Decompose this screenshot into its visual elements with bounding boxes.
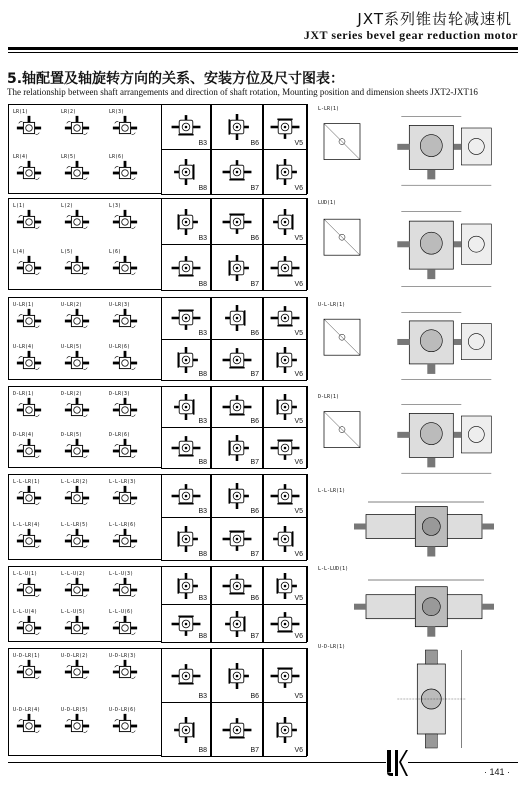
- mounting-icon: [220, 114, 254, 140]
- shaft-arrangement-diagram: [61, 154, 105, 186]
- arrangement-label: U-D-LR(3): [109, 653, 137, 659]
- gearbox-icon: [15, 114, 43, 142]
- header-rule-thin: [8, 52, 518, 53]
- mounting-position-label: B6: [250, 693, 259, 700]
- shaft-arrangement-diagram: [61, 571, 105, 603]
- shaft-arrangement-diagram: [61, 432, 105, 464]
- gearbox-icon: [111, 712, 139, 740]
- mounting-position-label: B6: [250, 235, 259, 242]
- mounting-icon: [220, 611, 254, 637]
- mounting-icon: [169, 483, 203, 509]
- mounting-position-label: B8: [198, 459, 207, 466]
- arrangement-label: L-L-U(2): [61, 571, 86, 577]
- arrangement-label: L-L-U(4): [13, 609, 38, 615]
- gearbox-icon: [111, 396, 139, 424]
- shaft-arrangement-diagram: [109, 344, 153, 376]
- mounting-position-cell: [161, 702, 211, 757]
- gearbox-icon: [15, 576, 43, 604]
- mounting-position-cell: [263, 386, 307, 428]
- drawing-label: L-L-LUD(1): [318, 566, 349, 572]
- arrangement-label: L-L-LR(2): [61, 479, 89, 485]
- gearbox-icon: [15, 614, 43, 642]
- arrangement-group: [8, 104, 308, 194]
- drawing-label: L-LR(1): [318, 106, 340, 112]
- mounting-position-label: B3: [198, 595, 207, 602]
- mounting-icon: [220, 159, 254, 185]
- arrangement-label: LR(1): [13, 109, 29, 115]
- shaft-arrangement-diagram: [13, 653, 57, 685]
- drawing-label: L-L-LR(1): [318, 488, 346, 494]
- gearbox-icon: [63, 527, 91, 555]
- mounting-position-cell: [263, 648, 307, 703]
- gearbox-icon: [111, 254, 139, 282]
- arrangement-label: U-LR(4): [13, 343, 35, 350]
- shaft-arrangement-diagram: [13, 203, 57, 235]
- mounting-icon: [268, 347, 302, 373]
- mounting-position-cell: [263, 104, 307, 150]
- shaft-arrangement-diagram: [13, 344, 57, 376]
- mounting-position-cell: [211, 244, 263, 291]
- mounting-icon: [268, 435, 302, 461]
- gearbox-icon: [15, 254, 43, 282]
- technical-drawing: [318, 644, 524, 754]
- mounting-position-cell: [263, 149, 307, 195]
- shaft-arrangement-diagram: [13, 302, 57, 334]
- shaft-arrangement-diagram: [109, 707, 153, 739]
- arrangement-label: L-L-U(5): [61, 609, 86, 615]
- arrangement-label: L(4): [13, 249, 26, 255]
- shaft-arrangement-diagram: [109, 653, 153, 685]
- mounting-position-label: B3: [198, 235, 207, 242]
- arrangement-label: D-LR(3): [109, 391, 131, 397]
- shaft-arrangement-diagram: [109, 302, 153, 334]
- gearbox-icon: [15, 712, 43, 740]
- mounting-position-cell: [263, 427, 307, 469]
- mounting-position-cell: [263, 198, 307, 245]
- gearbox-icon: [15, 159, 43, 187]
- gearbox-icon: [111, 437, 139, 465]
- mounting-position-cell: [211, 474, 263, 518]
- technical-drawing: [318, 106, 524, 194]
- arrangement-label: L(5): [61, 249, 74, 255]
- mounting-position-label: V5: [294, 140, 303, 147]
- gearbox-icon: [111, 576, 139, 604]
- gearbox-icon: [15, 396, 43, 424]
- gearbox-icon: [111, 614, 139, 642]
- arrangement-label: U-LR(2): [61, 302, 83, 308]
- arrangement-label: L(6): [109, 249, 122, 255]
- dimension-drawing: [318, 394, 524, 482]
- shaft-arrangement-diagram: [61, 203, 105, 235]
- mounting-icon: [268, 159, 302, 185]
- shaft-arrangement-diagram: [13, 479, 57, 511]
- shaft-arrangement-diagram: [109, 154, 153, 186]
- shaft-arrangement-diagram: [109, 109, 153, 141]
- shaft-arrangement-diagram: [61, 344, 105, 376]
- mounting-position-cell: [161, 604, 211, 643]
- mounting-icon: [169, 663, 203, 689]
- mounting-icon: [220, 717, 254, 743]
- mounting-icon: [169, 255, 203, 281]
- mounting-position-cell: [263, 604, 307, 643]
- arrangement-label: L-L-U(3): [109, 571, 134, 577]
- mounting-icon: [169, 114, 203, 140]
- gearbox-icon: [111, 484, 139, 512]
- page-number: · 141 ·: [483, 767, 510, 777]
- mounting-icon: [169, 209, 203, 235]
- mounting-position-label: B7: [250, 633, 259, 640]
- mounting-position-cell: [211, 386, 263, 428]
- mounting-icon: [220, 573, 254, 599]
- drawing-label: D-LR(1): [318, 394, 340, 400]
- shaft-arrangement-diagram: [61, 391, 105, 423]
- shaft-arrangement-diagram: [61, 109, 105, 141]
- mounting-position-label: B3: [198, 693, 207, 700]
- mounting-position-cell: [161, 427, 211, 469]
- mounting-icon: [169, 717, 203, 743]
- mounting-icon: [220, 305, 254, 331]
- shaft-arrangement-diagram: [109, 571, 153, 603]
- drawing-label: U-L-LR(1): [318, 302, 346, 308]
- gearbox-icon: [111, 307, 139, 335]
- arrangement-label: D-LR(2): [61, 391, 83, 397]
- mounting-position-label: B3: [198, 508, 207, 515]
- arrangement-label: U-D-LR(5): [61, 707, 89, 713]
- brand-logo: [386, 748, 408, 778]
- mounting-position-cell: [161, 339, 211, 382]
- mounting-position-cell: [161, 104, 211, 150]
- technical-drawing: [318, 302, 524, 388]
- mounting-icon: [268, 255, 302, 281]
- footer-rule: [8, 762, 518, 763]
- gearbox-icon: [15, 484, 43, 512]
- mounting-icon: [220, 526, 254, 552]
- mounting-icon: [268, 663, 302, 689]
- technical-drawing: [318, 488, 524, 558]
- arrangement-group: [8, 474, 308, 560]
- mounting-icon: [220, 394, 254, 420]
- section-title: 5.轴配置及轴旋转方向的关系、安装方位及尺寸图表：: [7, 71, 345, 87]
- mounting-position-label: B7: [250, 459, 259, 466]
- mounting-position-cell: [263, 702, 307, 757]
- mounting-position-label: B7: [250, 185, 259, 192]
- section-subtitle: The relationship between shaft arrangements and direction of shaft rotation, Mounting position and dimension sheets JXT2-JXT16: [7, 87, 478, 97]
- dimension-drawings-panel: [318, 104, 524, 758]
- mounting-icon: [268, 114, 302, 140]
- mounting-icon: [268, 305, 302, 331]
- arrangement-label: L-L-U(1): [13, 571, 38, 577]
- dimension-drawing: [318, 488, 524, 558]
- arrangement-label: D-LR(5): [61, 432, 83, 438]
- arrangement-label: L-L-LR(4): [13, 522, 41, 528]
- mounting-position-label: B3: [198, 418, 207, 425]
- shaft-arrangement-diagram: [61, 609, 105, 641]
- arrangement-label: U-D-LR(6): [109, 707, 137, 713]
- mounting-position-cell: [161, 386, 211, 428]
- gearbox-icon: [63, 658, 91, 686]
- arrangement-label: L-L-LR(3): [109, 479, 137, 485]
- arrangement-label: U-D-LR(2): [61, 653, 89, 659]
- mounting-position-label: V5: [294, 693, 303, 700]
- gearbox-icon: [63, 254, 91, 282]
- shaft-arrangement-diagram: [109, 249, 153, 281]
- gearbox-icon: [15, 658, 43, 686]
- mounting-position-label: V6: [294, 747, 303, 754]
- gearbox-icon: [63, 208, 91, 236]
- mounting-position-label: B7: [250, 281, 259, 288]
- mounting-position-label: B8: [198, 185, 207, 192]
- gearbox-icon: [63, 614, 91, 642]
- mounting-position-cell: [161, 517, 211, 561]
- shaft-arrangement-diagram: [13, 154, 57, 186]
- mounting-icon: [220, 347, 254, 373]
- mounting-icon: [220, 483, 254, 509]
- mounting-position-cell: [211, 427, 263, 469]
- shaft-arrangement-diagram: [13, 522, 57, 554]
- arrangement-label: U-LR(5): [61, 343, 83, 350]
- mounting-position-cell: [211, 604, 263, 643]
- gearbox-icon: [111, 208, 139, 236]
- mounting-icon: [268, 717, 302, 743]
- shaft-arrangement-diagram: [61, 522, 105, 554]
- mounting-position-cell: [161, 566, 211, 605]
- mounting-position-label: V6: [294, 459, 303, 466]
- mounting-position-cell: [211, 648, 263, 703]
- mounting-icon: [220, 663, 254, 689]
- gearbox-icon: [111, 159, 139, 187]
- shaft-arrangement-diagram: [13, 432, 57, 464]
- mounting-position-label: B8: [198, 747, 207, 754]
- arrangement-label: U-LR(6): [109, 343, 131, 350]
- mounting-position-label: B8: [198, 371, 207, 378]
- shaft-arrangement-diagram: [61, 302, 105, 334]
- gearbox-icon: [15, 349, 43, 377]
- mounting-position-label: V5: [294, 508, 303, 515]
- mounting-position-cell: [263, 297, 307, 340]
- gearbox-icon: [63, 576, 91, 604]
- arrangement-label: LR(3): [109, 109, 125, 115]
- gearbox-icon: [63, 307, 91, 335]
- mounting-position-label: B8: [198, 281, 207, 288]
- gearbox-icon: [111, 349, 139, 377]
- arrangement-label: LR(4): [13, 154, 29, 160]
- mounting-position-cell: [161, 648, 211, 703]
- shaft-arrangement-diagram: [13, 609, 57, 641]
- mounting-position-cell: [211, 339, 263, 382]
- arrangement-label: U-LR(1): [13, 302, 35, 308]
- gearbox-icon: [63, 159, 91, 187]
- mounting-position-cell: [211, 566, 263, 605]
- arrangement-label: U-D-LR(1): [13, 653, 41, 659]
- mounting-position-cell: [263, 566, 307, 605]
- arrangement-label: L-L-LR(1): [13, 479, 41, 485]
- mounting-position-cell: [263, 517, 307, 561]
- header-title-cn: JXT系列锥齿轮减速机: [357, 10, 512, 28]
- mounting-position-cell: [161, 149, 211, 195]
- header-rule: [8, 47, 518, 50]
- mounting-position-cell: [211, 702, 263, 757]
- shaft-arrangement-diagram: [13, 571, 57, 603]
- arrangement-label: D-LR(4): [13, 432, 35, 438]
- mounting-position-label: B3: [198, 329, 207, 337]
- arrangement-label: LR(2): [61, 109, 77, 115]
- shaft-arrangement-diagram: [13, 391, 57, 423]
- shaft-arrangement-diagram: [61, 479, 105, 511]
- technical-drawing: [318, 200, 524, 296]
- mounting-position-label: V6: [294, 281, 303, 288]
- mounting-icon: [169, 526, 203, 552]
- shaft-arrangement-diagram: [109, 522, 153, 554]
- dimension-drawing: [318, 302, 524, 388]
- gearbox-icon: [15, 437, 43, 465]
- mounting-position-label: V5: [294, 595, 303, 602]
- dimension-drawing: [318, 644, 524, 754]
- arrangement-label: D-LR(1): [13, 391, 35, 397]
- mounting-icon: [169, 159, 203, 185]
- drawing-label: LUD(1): [318, 200, 337, 206]
- mounting-position-cell: [161, 198, 211, 245]
- mounting-position-cell: [263, 474, 307, 518]
- shaft-arrangement-diagram: [61, 653, 105, 685]
- arrangement-label: LR(5): [61, 154, 77, 160]
- header-title-en: JXT series bevel gear reduction motor: [303, 28, 518, 42]
- dimension-drawing: [318, 200, 524, 296]
- mounting-position-cell: [161, 474, 211, 518]
- gearbox-icon: [63, 484, 91, 512]
- arrangement-label: L(1): [13, 203, 26, 209]
- arrangement-label: L(3): [109, 203, 122, 209]
- mounting-icon: [268, 526, 302, 552]
- arrangement-group: [8, 566, 308, 642]
- mounting-position-label: B7: [250, 747, 259, 754]
- mounting-position-label: B6: [250, 418, 259, 425]
- mounting-position-label: B8: [198, 633, 207, 640]
- gearbox-icon: [63, 114, 91, 142]
- gearbox-icon: [111, 114, 139, 142]
- shaft-arrangement-diagram: [13, 249, 57, 281]
- gearbox-icon: [15, 527, 43, 555]
- mounting-position-cell: [263, 339, 307, 382]
- arrangement-label: U-LR(3): [109, 302, 131, 308]
- mounting-icon: [169, 347, 203, 373]
- mounting-position-label: B6: [250, 140, 259, 147]
- mounting-icon: [220, 435, 254, 461]
- mounting-icon: [169, 394, 203, 420]
- gearbox-icon: [15, 208, 43, 236]
- mounting-icon: [268, 209, 302, 235]
- dimension-drawing: [318, 566, 524, 640]
- mounting-position-label: B3: [198, 140, 207, 147]
- mounting-position-label: V6: [294, 551, 303, 558]
- shaft-arrangement-diagram: [109, 479, 153, 511]
- technical-drawing: [318, 394, 524, 482]
- mounting-position-cell: [211, 149, 263, 195]
- technical-drawing: [318, 566, 524, 640]
- arrangement-group: [8, 198, 308, 290]
- gearbox-icon: [111, 658, 139, 686]
- arrangement-label: L-L-LR(5): [61, 522, 89, 528]
- mounting-position-cell: [211, 104, 263, 150]
- shaft-arrangement-diagram: [109, 432, 153, 464]
- mounting-position-cell: [211, 297, 263, 340]
- gearbox-icon: [63, 349, 91, 377]
- mounting-position-label: B6: [250, 329, 259, 337]
- mounting-icon: [169, 435, 203, 461]
- mounting-position-label: V6: [294, 185, 303, 192]
- mounting-position-label: B8: [198, 551, 207, 558]
- mounting-position-label: B6: [250, 595, 259, 602]
- mounting-icon: [220, 209, 254, 235]
- mounting-position-label: B6: [250, 508, 259, 515]
- shaft-arrangement-diagram: [109, 609, 153, 641]
- shaft-arrangement-diagram: [13, 707, 57, 739]
- shaft-arrangement-diagram: [61, 249, 105, 281]
- gearbox-icon: [111, 527, 139, 555]
- mounting-position-cell: [161, 297, 211, 340]
- shaft-arrangement-diagram: [109, 391, 153, 423]
- mounting-position-label: B7: [250, 551, 259, 558]
- mounting-position-label: B7: [250, 371, 259, 378]
- gearbox-icon: [63, 437, 91, 465]
- shaft-arrangement-diagram: [61, 707, 105, 739]
- mounting-position-cell: [211, 198, 263, 245]
- mounting-position-cell: [211, 517, 263, 561]
- mounting-position-label: V5: [294, 235, 303, 242]
- mounting-position-label: V6: [294, 633, 303, 640]
- dimension-drawing: [318, 106, 524, 194]
- mounting-icon: [268, 483, 302, 509]
- gearbox-icon: [15, 307, 43, 335]
- gearbox-icon: [63, 396, 91, 424]
- mounting-icon: [220, 255, 254, 281]
- arrangement-group: [8, 648, 308, 756]
- arrangement-label: U-D-LR(4): [13, 707, 41, 713]
- gearbox-icon: [63, 712, 91, 740]
- drawing-label: U-D-LR(1): [318, 644, 346, 650]
- arrangement-group: [8, 386, 308, 468]
- shaft-arrangement-diagram: [13, 109, 57, 141]
- arrangement-label: L-L-LR(6): [109, 522, 137, 528]
- mounting-position-cell: [263, 244, 307, 291]
- arrangement-label: L-L-U(6): [109, 609, 134, 615]
- arrangement-group: [8, 297, 308, 380]
- arrangement-label: LR(6): [109, 154, 125, 160]
- shaft-arrangement-diagram: [109, 203, 153, 235]
- mounting-position-label: V5: [294, 329, 303, 337]
- mounting-position-label: V5: [294, 418, 303, 425]
- mounting-position-label: V6: [294, 371, 303, 378]
- mounting-icon: [268, 394, 302, 420]
- mounting-position-cell: [161, 244, 211, 291]
- arrangement-label: D-LR(6): [109, 432, 131, 438]
- mounting-icon: [169, 305, 203, 331]
- arrangement-label: L(2): [61, 203, 74, 209]
